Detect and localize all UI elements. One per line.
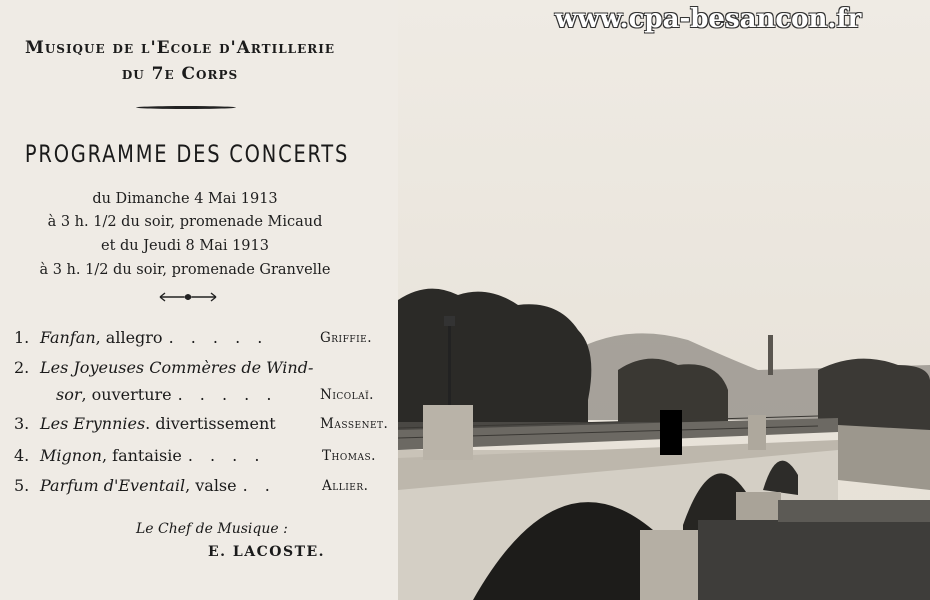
programme-title: PROGRAMME DES CONCERTS — [24, 140, 350, 168]
date-line-4: à 3 h. 1/2 du soir, promenade Granvelle — [39, 262, 331, 278]
programme-item: sor, ouverture . . . . . — [56, 385, 278, 404]
composer-name: Allier. — [322, 478, 369, 494]
concert-programme-panel — [0, 0, 398, 600]
programme-item: 3. Les Erynnies. divertissement — [14, 414, 276, 433]
composer-name: Nicolaï. — [320, 387, 374, 403]
date-line-2: à 3 h. 1/2 du soir, promenade Micaud — [47, 214, 323, 230]
programme-item: 4. Mignon, fantaisie . . . . — [14, 446, 266, 465]
divider-rule — [136, 106, 236, 109]
composer-name: Griffie. — [320, 330, 373, 346]
programme-item: 5. Parfum d'Eventail, valse . . — [14, 476, 276, 495]
website-watermark: www.cpa-besancon.fr — [555, 4, 862, 34]
date-line-1: du Dimanche 4 Mai 1913 — [92, 191, 278, 207]
programme-item: 2. Les Joyeuses Commères de Wind- — [14, 358, 314, 377]
programme-item: 1. Fanfan, allegro . . . . . — [14, 328, 269, 347]
header-line-1: Musique de l'Ecole d'Artillerie — [25, 38, 335, 58]
composer-name: Thomas. — [322, 448, 376, 464]
composer-name: Massenet. — [320, 416, 389, 432]
date-line-3: et du Jeudi 8 Mai 1913 — [101, 238, 269, 254]
header-line-2: du 7e Corps — [121, 64, 239, 84]
bridge-photo — [398, 280, 930, 600]
chef-name: E. LACOSTE. — [208, 544, 326, 560]
chef-label: Le Chef de Musique : — [136, 521, 288, 537]
ornament-icon — [158, 290, 218, 304]
